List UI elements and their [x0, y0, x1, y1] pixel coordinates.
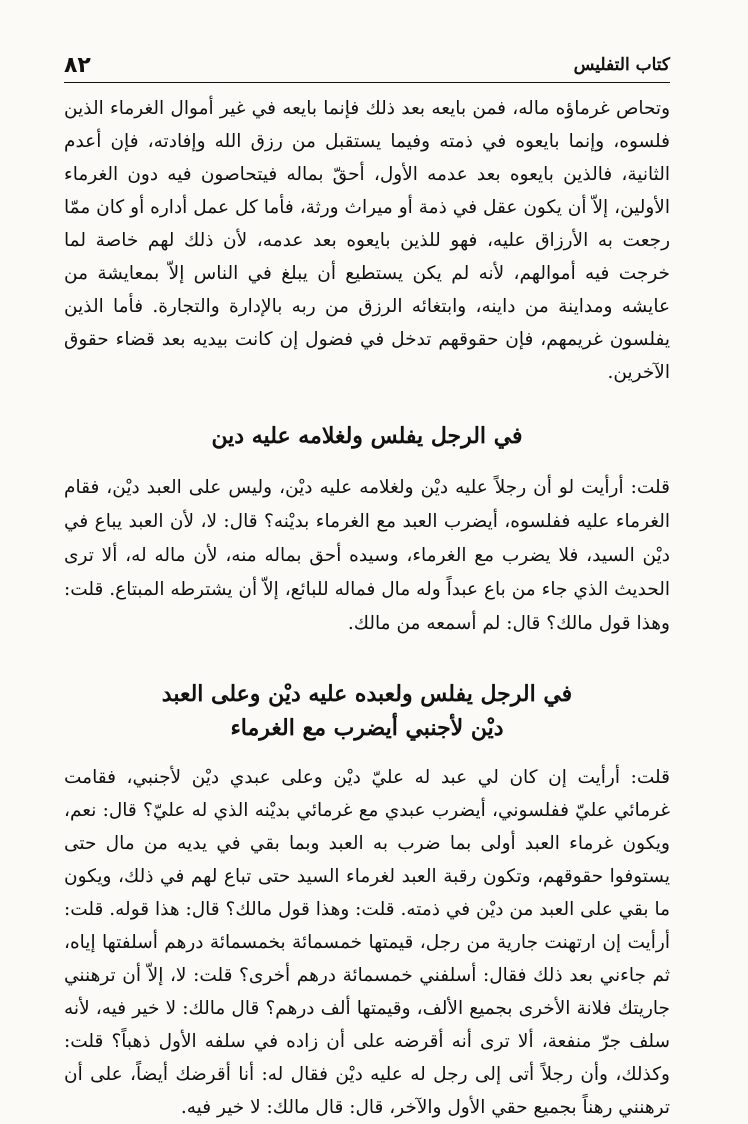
running-title: كتاب التفليس [573, 55, 670, 75]
section-1-paragraph: قلت: أرأيت لو أن رجلاً عليه ديْن ولغلامه عليه ديْن، وليس على العبد ديْن، فقام الغرماء عليه ففلسوه، أيضرب العبد مع الغرماء بديْنه؟ قال: لا، لأن العبد يباع في ديْن السيد، فلا يضرب مع الغرماء، وسيده أحق بماله منه، لأن ماله له، ألا ترى الحديث الذي جاء من باع عبداً وله مال فماله للبائع، إلاّ أن يشترطه المبتاع. قلت: وهذا قول مالك؟ قال: لم أسمعه من مالك. [64, 477, 670, 634]
intro-paragraph: وتحاص غرماؤه ماله، فمن بايعه بعد ذلك فإنما بايعه في غير أموال الغرماء الذين فلسوه، وإنما بايعوه في ذمته وفيما يستقبل من رزق الله وإفادته، فإن أعدم الثانية، فالذين بايعوه بعد عدمه الأول، أحقّ بماله فيتحاصون فيه دون الغرماء الأولين، إلاّ أن يكون عقل في ذمة أو ميراث ورثة، فأما كل عمل أداره أو كان ممّا رجعت به الأرزاق عليه، فهو للذين بايعوه بعد عدمه، لأن ذلك لهم خاصة لما خرجت فيه أموالهم، لأنه لم يكن يستطيع أن يبلغ في الناس إلاّ بمعايشة من عايشه ومداينة من داينه، وابتغائه الرزق من ربه بالإدارة والتجارة. فأما الذين يفلسون غريمهم، فإن حقوقهم تدخل في فضول إن كانت بيديه بعد قضاء حقوق الآخرين. [64, 98, 670, 383]
section-heading-2 [64, 677, 670, 745]
section-heading-2-line-2: ديْن لأجنبي أيضرب مع الغرماء [230, 715, 504, 741]
section-2-paragraph: قلت: أرأيت إن كان لي عبد له عليّ ديْن وعلى عبدي ديْن لأجنبي، فقامت غرمائي عليّ ففلسوني، أيضرب عبدي مع غرمائي بديْنه الذي له عليّ؟ قال: نعم، ويكون غرماء العبد أولى بما ضرب به العبد وبما بقي في يديه من مال حتى يستوفوا حقوقهم، وتكون رقبة العبد لغرماء السيد حتى تباع لهم في ذلك، ويكون ما بقي على العبد من ديْن في ذمته. قلت: وهذا قول مالك؟ قال: هذا قوله. قلت: أرأيت إن ارتهنت جارية من رجل، قيمتها خمسمائة بخمسمائة درهم أسلفتها إياه، ثم جاءني بعد ذلك فقال: أسلفني خمسمائة درهم أخرى؟ قلت: لا، إلاّ أن ترهنني جاريتك فلانة الأخرى بجميع الألف، وقيمتها ألف درهم؟ قال مالك: لا خير فيه، لأنه سلف جرّ منفعة، ألا ترى أنه أقرضه على أن زاده في سلفه الأول ذهباً؟ قلت: وكذلك، وأن رجلاً أتى إلى رجل له عليه ديْن فقال له: أنا أقرضك أيضاً، على أن ترهنني رهناً بجميع حقي الأول والآخر، قال: قال مالك: لا خير فيه. [64, 767, 670, 1118]
page-body [64, 92, 670, 1124]
page-header [64, 48, 670, 83]
section-heading-1: في الرجل يفلس ولغلامه عليه دين [211, 423, 523, 449]
page-number: ٨٢ [64, 52, 91, 78]
section-heading-2-line-1: في الرجل يفلس ولعبده عليه ديْن وعلى العبد [161, 681, 573, 707]
